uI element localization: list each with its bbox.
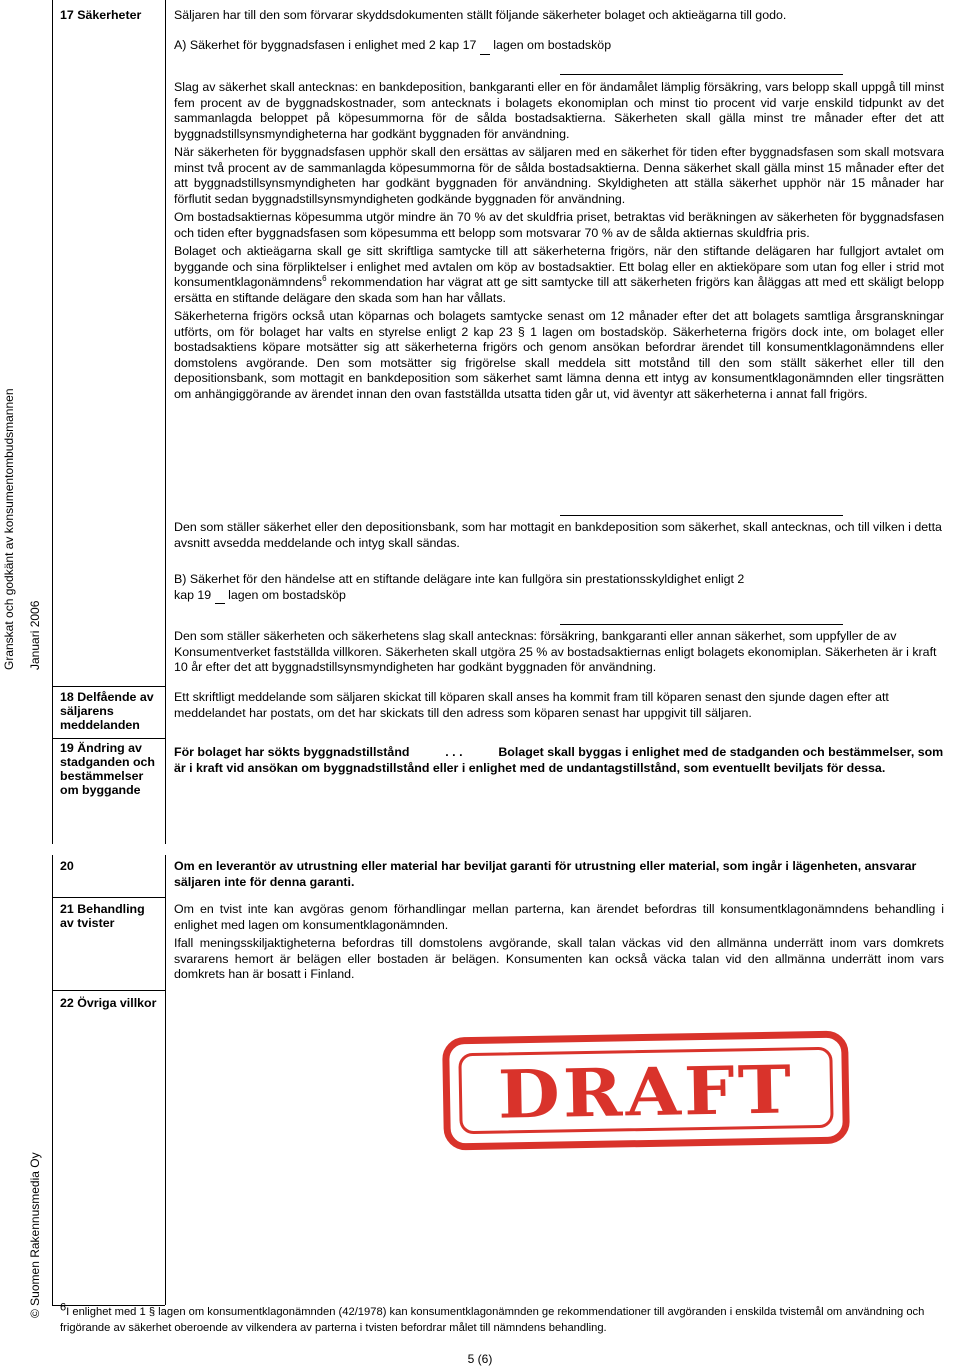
- section-19-label: 19 Ändring av stadganden och bestämmelser om byggande: [60, 741, 156, 797]
- copyright-vertical-text: © Suomen Rakennusmedia Oy: [28, 1152, 42, 1318]
- section-21-label: 21 Behandling av tvister: [60, 902, 145, 930]
- section-sign-b: [215, 588, 225, 605]
- footnote: [60, 1301, 945, 1336]
- depositor-field-line[interactable]: [560, 515, 843, 516]
- release-paragraph: Säkerheterna frigörs också utan köparnas och bolagets samtycke senast om 12 månader efter det att bolagets samtliga årsgranskningar utförts, om för bolaget har valts en styrelse enligt 2 kap 23 § 1 lagen om bostadsköp. Säkerheterna frigörs dock inte, om bolaget eller bostadsaktiens köpare motsätter sig att säkerheterna frigörs och genom ansökan befordrar ärendet till konsumentklagonämndens eller domstolens avgörande. Den som motsätter sig frigörelse skall meddela sitt motstånd till den som ställt säkerhet eller till den depositionsbank, som mottagit en bankdeposition som säkerhet samt lämna denna ett intyg av konsumentklagonämnden eller tingsrätten om anhängiggörande av ärendet innan den ovan fastställda utsatta tiden går ut, vid äventyr att säkerheterna i annat fall frigörs.: [174, 309, 944, 401]
- guarantee-type-field-line[interactable]: [560, 74, 843, 75]
- b-heading-line2: kap 19 lagen om bostadsköp: [174, 588, 944, 605]
- guarantee-type-paragraph: Slag av säkerhet skall antecknas: en bankdeposition, bankgaranti eller en för ändamålet lämplig försäkring, vars belopp skall uppgå till minst fem procent av de byggnadskostnader, som antecknats i bolagets ekonomiplan och minst tio procent vid varje enskild tidpunkt av det sammanlagda beloppet på köpesummorna för de sålda bostadsaktierna. Säkerheten skall gälla minst tre månader efter det att byggnadstillsynsmyndigheterna har godkänt byggnaden för användning.: [174, 80, 944, 141]
- left-frame-line-top: [52, 0, 53, 844]
- label-divider-19: [52, 738, 165, 739]
- a-heading-pre: A) Säkerhet för byggnadsfasen i enlighet med 2 kap 17: [174, 38, 477, 52]
- section-sign: [480, 38, 490, 55]
- column-divider-top: [165, 0, 166, 844]
- section-18-label: 18 Delfående av säljarens meddelanden: [60, 690, 154, 732]
- post-construction-paragraph: När säkerheten för byggnadsfasen upphör skall den ersättas av säljaren med en säkerhet för tiden efter byggnadsfasen som skall motsvara minst två procent av de sammanlagda köpesummorna för de sålda bostadsaktierna. Denna säkerhet skall gälla minst 15 månader efter det att byggnadstillsynsmyndigheten har godkänt byggnaden för användning. Skyldigheten att ställa säkerhet upphör när 15 månader har förflutit sedan byggnadstillsynsmyndigheten godkände byggnaden för användning.: [174, 145, 944, 206]
- draft-stamp-text: DRAFT: [497, 1050, 795, 1134]
- guarantor-field-line[interactable]: [560, 624, 843, 625]
- b-heading-line1: B) Säkerhet för den händelse att en stiftande delägare inte kan fullgöra sin prestationsskyldighet enligt 2: [174, 572, 745, 586]
- label-divider-21: [52, 897, 165, 898]
- section-17-a-heading: [174, 38, 944, 55]
- column-divider-bottom: [165, 855, 166, 1305]
- section-21-body: [174, 902, 944, 986]
- section-18-text: Ett skriftligt meddelande som säljaren skickat till köparen skall anses ha kommit fram till köparen senast den sjunde dagen efter att meddelandet har postats, om det har skickats till den adress som köparen senast har uppgivit till säljaren.: [174, 690, 889, 720]
- section-17-b-heading: [174, 572, 944, 604]
- label-divider-18: [52, 686, 165, 687]
- footnote-text: I enlighet med 1 § lagen om konsumentklagonämnden (42/1978) kan konsumentklagonämnden ge rekommendationer till avgöranden i enskilda tvistemål om användning och frigörande av säkerhet oberoende av vilkenderа av parterna i tvisten befordrar målet till nämndens behandling.: [60, 1306, 925, 1334]
- purchase-price-paragraph: Om bostadsaktiernas köpesumma utgör mindre än 70 % av det skuldfria priset, betraktas vid beräkningen av säkerheten för byggnadsfasen och tiden efter byggnadsfasen som köpesumma ett belopp som motsvarar 70 % av de sålda aktiernas skuldfria pris.: [174, 210, 944, 240]
- section-17-body: [174, 80, 944, 405]
- page-number: 5 (6): [467, 1352, 493, 1366]
- dispute-paragraph-2: Ifall meningsskiljaktigheterna befordras till domstolens avgörande, skall talan väckas vid den allmänna underrätt inom vars domkrets svararens hemort är belägen eller bostaden är belägen. Konsumenten kan också väcka talan vid den allmänna underrätt inom vars domkrets han är bosatt i Finland.: [174, 936, 944, 981]
- approval-vertical-text: Granskat och godkänt av konsumentombudsmannen: [2, 388, 16, 670]
- left-frame-line-bottom: [52, 855, 53, 1305]
- footnote-ref: 6: [322, 273, 327, 283]
- dispute-paragraph-1: Om en tvist inte kan avgöras genom förhandlingar mellan parterna, kan ärendet befordras till konsumentklagonämndens behandling i enlighet med lagen om konsumentklagonämnden.: [174, 902, 944, 932]
- label-divider-22: [52, 990, 165, 991]
- building-permit-post: Bolaget skall byggas i enlighet med de stadganden och bestämmelser, som är i kraft vid ansökan om byggnadstillstånd eller i enlighet med de undantagstillstånd, som eventuellt beviljats för dessa.: [174, 745, 944, 775]
- consent-post: rekommendation har vägrat att ge sitt samtycke till att säkerheten frigörs kan åläggas att med ett skäligt belopp ersätta en stiftande delägare den skada som han har vållats.: [174, 275, 944, 305]
- depositor-paragraph: Den som ställer säkerhet eller den depositionsbank, som har mottagit en bankdeposition som säkerhet, skall antecknas, och till vilken i detta avsnitt avsedda meddelande och intyg skall sändas.: [174, 520, 942, 550]
- section-19-text: [174, 745, 944, 776]
- building-permit-dots[interactable]: . . .: [445, 745, 463, 759]
- section-22-label: 22 Övriga villkor: [60, 996, 157, 1010]
- section-20-text: Om en leverantör av utrustning eller material har beviljat garanti för utrustning eller material, som ingår i lägenheten, ansvarar säljaren inte för denna garanti.: [174, 859, 917, 889]
- guarantor-paragraph: Den som ställer säkerheten och säkerhetens slag skall antecknas: försäkring, bankgaranti eller annan säkerhet, som uppfyller de av Konsumentverket fastställda villkoren. Säkerheten skall utgöra 25 % av bostadsaktiernas enligt bolagets ekonomiplan. Säkerheten är i kraft 10 år efter det att byggnadstillsynsmyndigheten har godkänt byggnaden för användning.: [174, 629, 937, 674]
- draft-stamp: [442, 1030, 850, 1150]
- consent-pre: Bolaget och aktieägarna skall ge sitt skriftliga samtycke till att säkerheterna frigörs, när den stiftande delägaren har fullgjort avtalet om byggande och sina förpliktelser i enlighet med avtalen om köp av bostadsaktier. Ett bolag eller en aktieköpare som utan fog eller i strid mot konsumentklagonämndens: [174, 244, 944, 289]
- consent-paragraph: [174, 244, 944, 306]
- date-vertical-text: Januari 2006: [28, 600, 42, 670]
- section-20-label: 20: [60, 859, 74, 873]
- section-17-label: 17 Säkerheter: [60, 8, 142, 22]
- footnote-number: 6: [60, 1301, 67, 1314]
- a-heading-post: lagen om bostadsköp: [493, 38, 612, 52]
- building-permit-pre: För bolaget har sökts byggnadstillstånd: [174, 745, 410, 759]
- section-17-intro: Säljaren har till den som förvarar skyddsdokumenten ställt följande säkerheter bolaget och aktieägarna till godo.: [174, 8, 787, 22]
